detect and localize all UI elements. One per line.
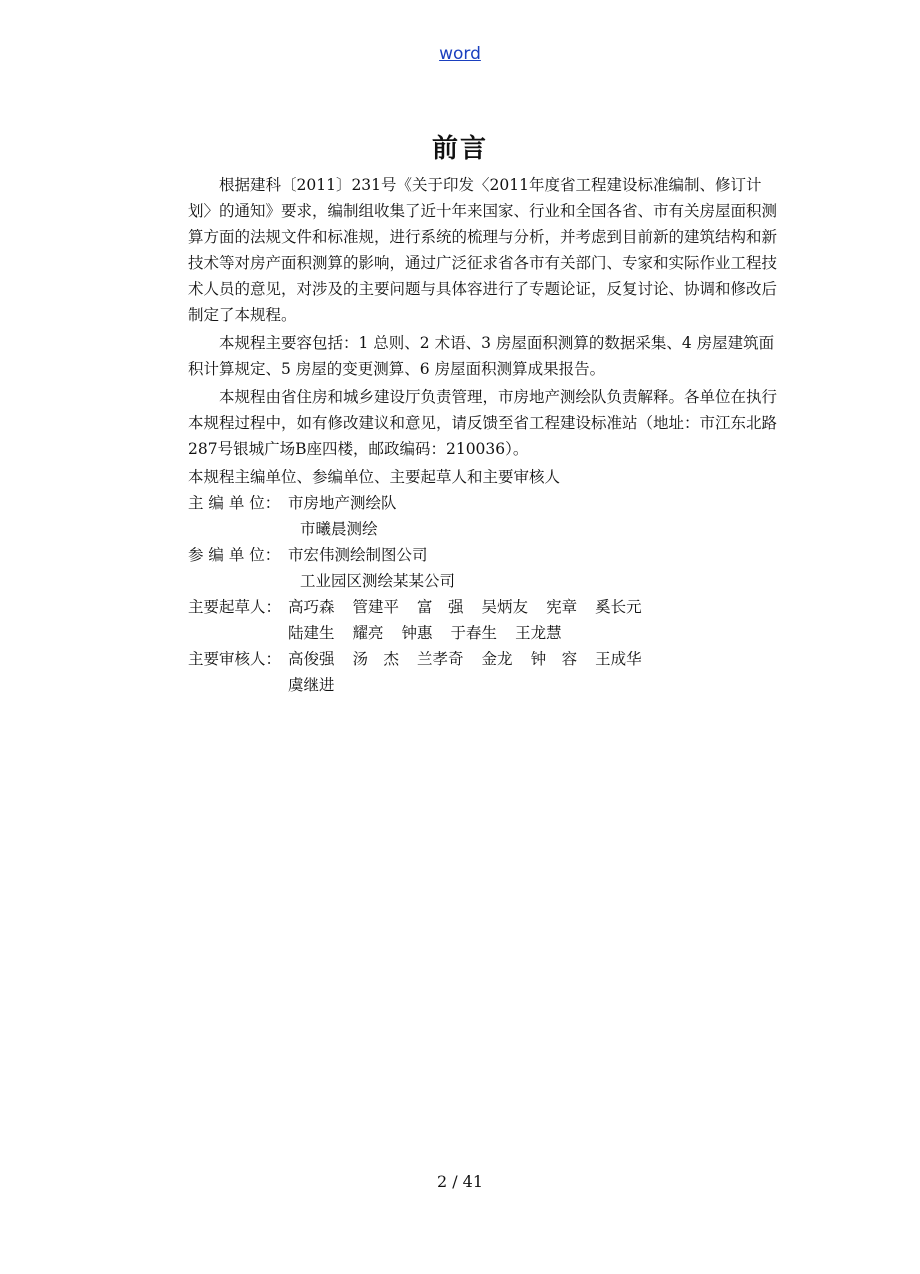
reviewer-name: 王成华 — [595, 650, 642, 668]
drafter-name: 陆建生 — [288, 624, 335, 642]
drafter-name: 于春生 — [450, 624, 498, 642]
paragraph-1-text: 根据建科〔2011〕231号《关于印发〈2011年度省工程建设标准编制、修订计划〉的通知》要求，编制组收集了近十年来国家、行业和全国各省、市有关房屋面积测算方面的法规文件和标准规，进行系统的梳理与分析，并考虑到目前新的建筑结构和新技术等对房产面积测算的影响，通过广泛征求省各市有关部门、专家和实际作业工程技术人员的意见，对涉及的主要问题与具体容进行了专题论证，反复讨论、协调和修改后制定了本规程。 — [188, 176, 778, 324]
reviewer-name: 高俊强 — [288, 650, 335, 668]
drafters-row — [188, 594, 784, 620]
chief-unit-2: 市曦晨测绘 — [300, 520, 378, 538]
paragraph-1 — [188, 172, 784, 328]
paragraph-2 — [188, 330, 784, 382]
header-word-link[interactable]: word — [439, 44, 481, 64]
drafters-label: 主要起草人： — [188, 598, 282, 616]
units-intro: 本规程主编单位、参编单位、主要起草人和主要审核人 — [188, 468, 561, 486]
co-units-label: 参 编 单 位： — [188, 546, 281, 564]
chief-unit-1: 市房地产测绘队 — [288, 494, 397, 512]
reviewers-row — [188, 646, 784, 672]
chief-units-label: 主 编 单 位： — [188, 494, 281, 512]
page-title: 前言 — [431, 134, 488, 164]
co-unit-2: 工业园区测绘某某公司 — [300, 572, 456, 590]
co-unit-1: 市宏伟测绘制图公司 — [288, 546, 428, 564]
paragraph-2-text: 本规程主要容包括：1 总则、2 术语、3 房屋面积测算的数据采集、4 房屋建筑面积计算规定、5 房屋的变更测算、6 房屋面积测算成果报告。 — [188, 334, 775, 378]
drafters-row-2 — [188, 620, 784, 646]
co-units-row-2 — [188, 568, 784, 594]
chief-units-row — [188, 490, 784, 516]
drafter-name: 宪章 — [546, 598, 578, 616]
drafter-name: 吴炳友 — [481, 598, 529, 616]
paragraph-3-text: 本规程由省住房和城乡建设厅负责管理，市房地产测绘队负责解释。各单位在执行本规程过程中，如有修改建议和意见，请反馈至省工程建设标准站（地址：市江东北路287号银城广场B座四楼，邮政编码：210036）。 — [188, 388, 778, 458]
drafter-name: 王龙慧 — [515, 624, 562, 642]
chief-units-row-2 — [188, 516, 784, 542]
reviewer-name: 兰孝奇 — [417, 650, 464, 668]
reviewer-name: 虞继进 — [288, 676, 335, 694]
drafter-name: 耀亮 — [352, 624, 384, 642]
drafter-name: 管建平 — [352, 598, 400, 616]
reviewers-label: 主要审核人： — [188, 650, 282, 668]
paragraph-3 — [188, 384, 784, 462]
reviewer-name: 金龙 — [481, 650, 513, 668]
document-body — [188, 172, 784, 698]
drafter-name: 钟惠 — [401, 624, 433, 642]
page-number: 2 / 41 — [436, 1172, 484, 1191]
reviewers-row-2 — [188, 672, 784, 698]
drafter-name: 奚长元 — [595, 598, 642, 616]
reviewer-name: 钟 容 — [530, 650, 578, 668]
drafter-name: 高巧森 — [288, 598, 335, 616]
drafter-name: 富 强 — [417, 598, 464, 616]
reviewer-name: 汤 杰 — [352, 650, 400, 668]
co-units-row — [188, 542, 784, 568]
